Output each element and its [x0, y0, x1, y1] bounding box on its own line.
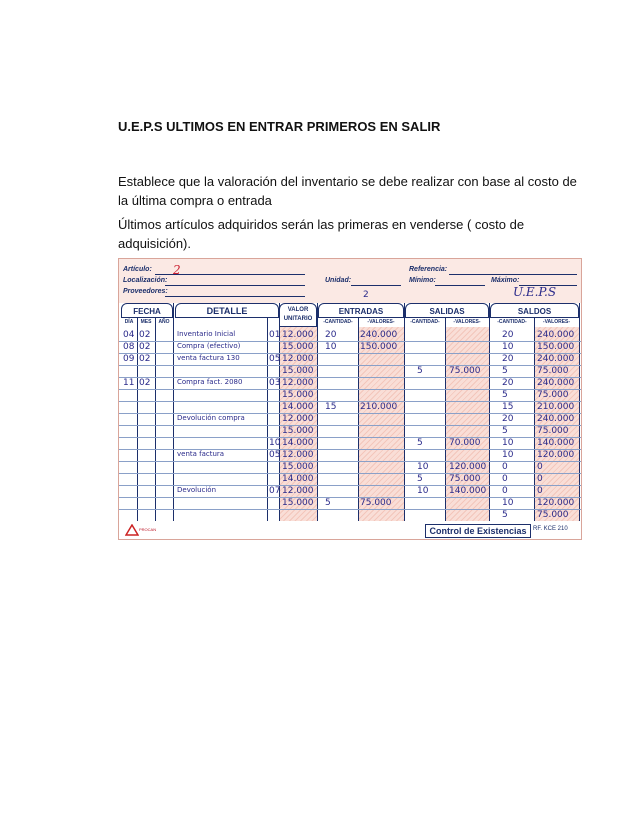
field-localizacion: Localización:: [123, 277, 168, 284]
row-saldo-valor: 0: [537, 486, 543, 496]
row-saldo-cantidad: 0: [502, 474, 508, 484]
row-entrada-valor: 210.000: [360, 402, 398, 412]
row-saldo-cantidad: 10: [502, 498, 514, 508]
row-saldo-valor: 120.000: [537, 498, 575, 508]
header-valor-unitario: VALOR UNITARIO: [279, 303, 317, 327]
row-lote: 05: [269, 354, 281, 364]
row-saldo-cantidad: 20: [502, 414, 514, 424]
row-saldo-valor: 240.000: [537, 378, 575, 388]
row-lote: 07: [269, 486, 281, 496]
row-mes: 02: [139, 378, 151, 388]
subheader-entradas-cantidad: -CANTIDAD-: [323, 319, 353, 325]
row-detalle: Compra fact. 2080: [177, 378, 243, 386]
subheader-saldos-cantidad: -CANTIDAD-: [497, 319, 527, 325]
row-saldo-cantidad: 10: [502, 342, 514, 352]
row-saldo-valor: 0: [537, 462, 543, 472]
subheader-mes: MES: [140, 319, 152, 325]
row-detalle: Compra (efectivo): [177, 342, 241, 350]
paragraph-definition: Establece que la valoración del inventario se debe realizar con base al costo de la última compra o entrada: [118, 174, 577, 208]
handwritten-mark: 2: [173, 263, 181, 277]
field-referencia: Referencia:: [409, 266, 448, 273]
row-saldo-cantidad: 15: [502, 402, 514, 412]
row-entrada-cantidad: 15: [325, 402, 337, 412]
row-saldo-cantidad: 5: [502, 390, 508, 400]
subheader-salidas-cantidad: -CANTIDAD-: [410, 319, 440, 325]
subheader-entradas-valores: -VALORES-: [367, 319, 395, 325]
row-saldo-cantidad: 20: [502, 378, 514, 388]
header-detalle: DETALLE: [175, 303, 279, 318]
row-salida-valor: 70.000: [449, 438, 481, 448]
row-saldo-cantidad: 20: [502, 354, 514, 364]
row-lote: 01: [269, 330, 281, 340]
row-saldo-valor: 140.000: [537, 438, 575, 448]
row-saldo-valor: 75.000: [537, 366, 569, 376]
card-footer: [119, 521, 581, 539]
row-mes: 02: [139, 330, 151, 340]
row-entrada-cantidad: 5: [325, 498, 331, 508]
field-articulo: Artículo:: [123, 266, 152, 273]
row-valor-unitario: 14.000: [282, 474, 314, 484]
inventory-grid: [119, 303, 581, 521]
row-saldo-cantidad: 20: [502, 330, 514, 340]
row-salida-valor: 75.000: [449, 474, 481, 484]
row-saldo-valor: 240.000: [537, 354, 575, 364]
row-entrada-cantidad: 20: [325, 330, 337, 340]
row-dia: 09: [123, 354, 135, 364]
row-saldo-valor: 150.000: [537, 342, 575, 352]
row-entrada-cantidad: 10: [325, 342, 337, 352]
paragraph-explanation: Últimos artículos adquiridos serán las primeras en venderse ( costo de adquisición).: [118, 217, 525, 251]
row-valor-unitario: 12.000: [282, 414, 314, 424]
header-saldos: SALDOS: [490, 303, 579, 318]
row-salida-valor: 75.000: [449, 366, 481, 376]
row-valor-unitario: 15.000: [282, 390, 314, 400]
row-salida-valor: 120.000: [449, 462, 487, 472]
row-valor-unitario: 15.000: [282, 342, 314, 352]
brand-name: PROCAN: [139, 527, 157, 532]
row-salida-cantidad: 10: [417, 486, 429, 496]
row-detalle: venta factura: [177, 450, 225, 458]
row-saldo-valor: 240.000: [537, 414, 575, 424]
row-valor-unitario: 12.000: [282, 330, 314, 340]
row-mes: 02: [139, 354, 151, 364]
row-detalle: venta factura 130: [177, 354, 240, 362]
header-entradas: ENTRADAS: [318, 303, 404, 318]
row-entrada-valor: 150.000: [360, 342, 398, 352]
row-saldo-valor: 75.000: [537, 426, 569, 436]
row-detalle: Inventario Inicial: [177, 330, 236, 338]
row-dia: 08: [123, 342, 135, 352]
row-valor-unitario: 12.000: [282, 354, 314, 364]
row-saldo-cantidad: 0: [502, 486, 508, 496]
row-entrada-valor: 75.000: [360, 498, 392, 508]
row-dia: 11: [123, 378, 135, 388]
row-valor-unitario: 14.000: [282, 438, 314, 448]
row-saldo-valor: 210.000: [537, 402, 575, 412]
row-valor-unitario: 15.000: [282, 498, 314, 508]
row-valor-unitario: 12.000: [282, 378, 314, 388]
row-valor-unitario: 12.000: [282, 486, 314, 496]
row-saldo-valor: 240.000: [537, 330, 575, 340]
row-valor-unitario: 15.000: [282, 462, 314, 472]
subheader-ano: AÑO: [158, 319, 170, 325]
row-saldo-cantidad: 5: [502, 366, 508, 376]
header-salidas: SALIDAS: [405, 303, 489, 318]
row-lote: 10: [269, 438, 281, 448]
row-dia: 04: [123, 330, 135, 340]
subheader-salidas-valores: -VALORES-: [453, 319, 481, 325]
document-heading: U.E.P.S ULTIMOS EN ENTRAR PRIMEROS EN SALIR: [118, 119, 441, 134]
row-saldo-cantidad: 10: [502, 450, 514, 460]
row-entrada-valor: 240.000: [360, 330, 398, 340]
row-valor-unitario: 15.000: [282, 366, 314, 376]
subheader-dia: DÍA: [124, 319, 134, 325]
row-saldo-cantidad: 5: [502, 426, 508, 436]
row-salida-cantidad: 5: [417, 366, 423, 376]
brand-logo-icon: [125, 524, 139, 536]
field-maximo: Máximo:: [491, 277, 520, 284]
row-saldo-valor: 75.000: [537, 390, 569, 400]
row-valor-unitario: 14.000: [282, 402, 314, 412]
row-salida-cantidad: 10: [417, 462, 429, 472]
field-proveedores: Proveedores:: [123, 288, 168, 295]
row-salida-cantidad: 5: [417, 438, 423, 448]
row-valor-unitario: 15.000: [282, 426, 314, 436]
handwritten-page-mark: 2: [363, 290, 369, 300]
row-valor-unitario: 12.000: [282, 450, 314, 460]
field-minimo: Mínimo:: [409, 277, 436, 284]
row-lote: 03: [269, 378, 281, 388]
field-unidad: Unidad:: [325, 277, 352, 284]
card-title: Control de Existencias: [425, 524, 531, 538]
row-saldo-cantidad: 0: [502, 462, 508, 472]
row-salida-cantidad: 5: [417, 474, 423, 484]
row-saldo-valor: 75.000: [537, 510, 569, 520]
card-reference: RF. KCE 210: [533, 526, 568, 532]
row-salida-valor: 140.000: [449, 486, 487, 496]
subheader-saldos-valores: -VALORES-: [542, 319, 571, 325]
handwritten-method-note: U.E.P.S: [513, 285, 557, 299]
inventory-card-image: [118, 258, 582, 540]
row-detalle: Devolución compra: [177, 414, 245, 422]
row-saldo-valor: 0: [537, 474, 543, 484]
row-detalle: Devolución: [177, 486, 217, 494]
row-mes: 02: [139, 342, 151, 352]
row-lote: 05: [269, 450, 281, 460]
row-saldo-valor: 120.000: [537, 450, 575, 460]
row-saldo-cantidad: 10: [502, 438, 514, 448]
header-fecha: FECHA: [121, 303, 173, 318]
row-saldo-cantidad: 5: [502, 510, 508, 520]
